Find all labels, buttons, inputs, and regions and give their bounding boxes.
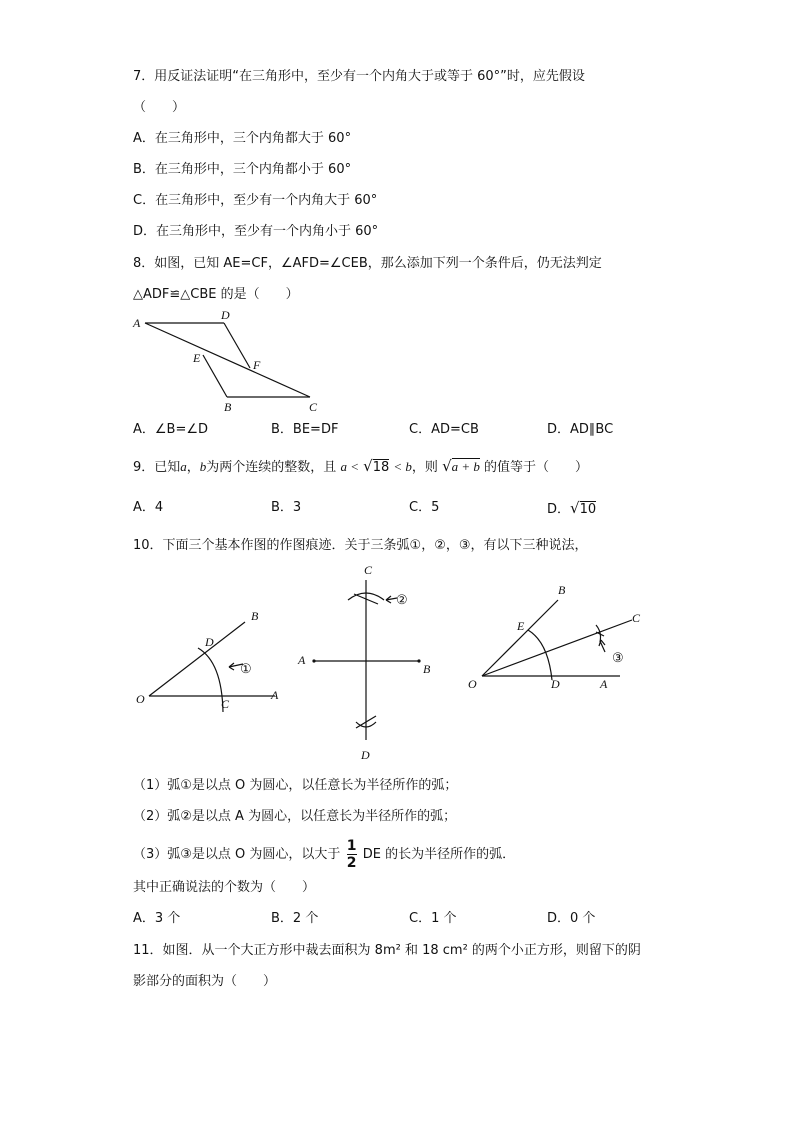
q9-option-d xyxy=(547,499,596,519)
q8-figure xyxy=(125,305,335,415)
q10-s3-denominator: 2 xyxy=(346,855,357,871)
fig1-label-d: D xyxy=(205,635,214,649)
q9-sqrt-18-value: 18 xyxy=(372,460,390,475)
fig3-label-d: D xyxy=(551,677,560,691)
q7-stem: 7．用反证法证明“在三角形中，至少有一个内角大于或等于 60°”时，应先假设 xyxy=(133,69,585,84)
fig3-label-e: E xyxy=(517,619,525,633)
q8-label-d: D xyxy=(221,308,230,322)
fig1-mark: ① xyxy=(240,661,252,676)
q9-sqrt-expr-value: a + b xyxy=(451,459,480,474)
q10-s3-pre: （3）弧③是以点 O 为圆心，以大于 xyxy=(133,847,341,862)
q9-option-c: C．5 xyxy=(409,500,440,515)
q8-label-c: C xyxy=(309,400,318,414)
q7-paren: （ ） xyxy=(133,100,186,115)
q8-label-f: F xyxy=(253,358,261,372)
fig2-label-d: D xyxy=(361,748,370,762)
q10-s3-post: DE 的长为半径所作的弧． xyxy=(362,847,516,862)
q10-statement-1: （1）弧①是以点 O 为圆心，以任意长为半径所作的弧； xyxy=(133,778,458,793)
q9-option-d-sqrt: √10 xyxy=(570,499,597,517)
q9-stem-end: 的值等于（ ） xyxy=(484,460,589,475)
fig1-label-a: A xyxy=(271,688,279,702)
q8-stem-line2: △ADF≌△CBE 的是（ ） xyxy=(133,287,299,302)
q7-option-a: A．在三角形中，三个内角都大于 60° xyxy=(133,131,352,146)
q10-figure-1 xyxy=(130,600,290,720)
q10-statement-2: （2）弧②是以点 A 为圆心，以任意长为半径所作的弧； xyxy=(133,809,457,824)
q10-option-a: A．3 个 xyxy=(133,911,181,926)
q9-ineq-b: < b xyxy=(393,459,412,474)
q9-var-b: b xyxy=(199,459,207,474)
q10-option-c: C．1 个 xyxy=(409,911,457,926)
fig3-label-o: O xyxy=(468,677,477,691)
q7-option-c: C．在三角形中，至少有一个内角大于 60° xyxy=(133,193,378,208)
q9-sqrt-expr: √a + b xyxy=(442,457,480,475)
q11-line2: 影部分的面积为（ ） xyxy=(133,974,277,989)
q8-option-a: A．∠B=∠D xyxy=(133,422,209,437)
q9-option-a: A．4 xyxy=(133,500,164,515)
q9-stem xyxy=(133,457,588,477)
fig1-label-c: C xyxy=(221,697,230,711)
q10-option-b: B．2 个 xyxy=(271,911,319,926)
q8-option-c: C．AD=CB xyxy=(409,422,479,437)
q10-s3-fraction xyxy=(347,839,357,870)
q9-stem-mid: 为两个连续的整数，且 xyxy=(206,460,337,475)
fig3-mark: ③ xyxy=(612,650,624,665)
q9-stem-pre: 9．已知 xyxy=(133,460,181,475)
q10-statement-3 xyxy=(133,839,515,870)
q8-stem-line1: 8．如图，已知 AE=CF，∠AFD=∠CEB，那么添加下列一个条件后，仍无法判定 xyxy=(133,256,602,271)
fig2-label-c: C xyxy=(364,563,373,577)
fig1-label-b: B xyxy=(251,609,259,623)
fig3-label-c: C xyxy=(632,611,641,625)
q9-option-d-value: 10 xyxy=(579,502,597,517)
q8-label-a: A xyxy=(133,316,141,330)
q10-stem: 10．下面三个基本作图的作图痕迹．关于三条弧①，②，③，有以下三种说法， xyxy=(133,538,588,553)
q11-line1: 11．如图．从一个大正方形中裁去面积为 8m² 和 18 cm² 的两个小正方形，则留下的阴 xyxy=(133,943,641,958)
q10-s3-numerator: 1 xyxy=(346,838,357,854)
q9-sqrt-18: √18 xyxy=(363,457,390,475)
fig3-label-a: A xyxy=(600,677,608,691)
q7-option-b: B．在三角形中，三个内角都小于 60° xyxy=(133,162,352,177)
q9-sep: ， xyxy=(186,460,200,475)
fig2-label-b: B xyxy=(423,662,431,676)
q9-var-a: a xyxy=(180,459,187,474)
q9-option-d-prefix: D． xyxy=(547,502,571,517)
q10-option-d: D．0 个 xyxy=(547,911,596,926)
q8-label-b: B xyxy=(224,400,232,414)
q8-option-d: D．AD∥BC xyxy=(547,422,614,437)
q9-stem-then: ，则 xyxy=(411,460,438,475)
fig2-mark: ② xyxy=(396,592,408,607)
q9-ineq-a: a < xyxy=(340,459,359,474)
fig3-label-b: B xyxy=(558,583,566,597)
q9-option-b: B．3 xyxy=(271,500,302,515)
q8-option-b: B．BE=DF xyxy=(271,422,339,437)
q10-figure-3 xyxy=(460,580,660,700)
q8-label-e: E xyxy=(193,351,201,365)
q10-figure-2 xyxy=(290,560,440,770)
fig1-label-o: O xyxy=(136,692,145,706)
q10-ask: 其中正确说法的个数为（ ） xyxy=(133,880,316,895)
q7-option-d: D．在三角形中，至少有一个内角小于 60° xyxy=(133,224,379,239)
fig2-label-a: A xyxy=(298,653,306,667)
